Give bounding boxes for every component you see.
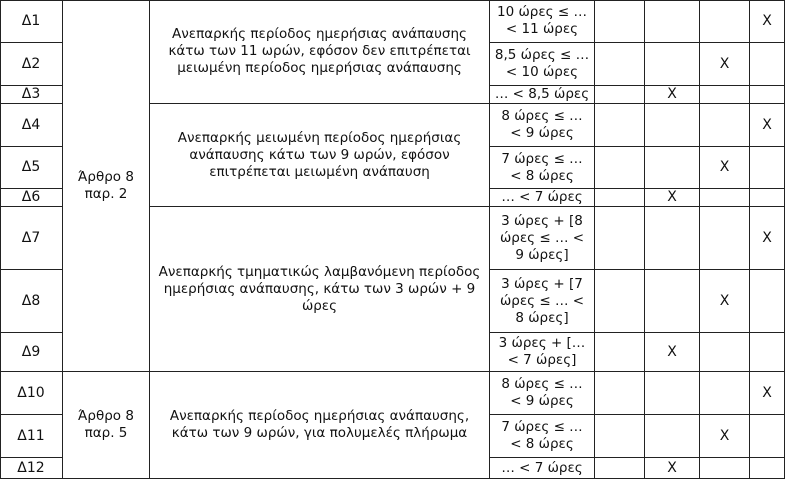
empty-cell: [750, 458, 785, 479]
empty-cell: [645, 104, 700, 147]
empty-cell: [645, 147, 700, 189]
row-id: Δ11: [0, 415, 63, 458]
empty-cell: [700, 207, 750, 270]
row-id: Δ5: [0, 147, 63, 189]
mark-x: X: [645, 458, 700, 479]
row-id: Δ1: [0, 0, 63, 43]
empty-cell: [750, 333, 785, 372]
row-id: Δ3: [0, 86, 63, 104]
mark-x: X: [750, 104, 785, 147]
empty-cell: [700, 372, 750, 415]
empty-cell: [750, 189, 785, 207]
empty-cell: [595, 415, 645, 458]
mark-x: X: [645, 86, 700, 104]
mark-x: X: [645, 333, 700, 372]
mark-x: X: [700, 43, 750, 86]
infringement-description: Ανεπαρκής περίοδος ημερήσιας ανάπαυσης, κάτω των 9 ωρών, για πολυμελές πλήρωμα: [150, 372, 490, 479]
infringement-description: Ανεπαρκής μειωμένη περίοδος ημερήσιας ανάπαυσης κάτω των 9 ωρών, εφόσον επιτρέπεται μειωμένη ανάπαυση: [150, 104, 490, 207]
row-id: Δ2: [0, 43, 63, 86]
empty-cell: [595, 372, 645, 415]
condition-cell: … < 8,5 ώρες: [490, 86, 595, 104]
empty-cell: [595, 333, 645, 372]
empty-cell: [595, 147, 645, 189]
mark-x: X: [645, 189, 700, 207]
condition-cell: … < 7 ώρες: [490, 189, 595, 207]
infringement-description: Ανεπαρκής περίοδος ημερήσιας ανάπαυσης κάτω των 11 ωρών, εφόσον δεν επιτρέπεται μειωμένη περίοδος ημερήσιας ανάπαυσης: [150, 0, 490, 104]
empty-cell: [595, 0, 645, 43]
empty-cell: [645, 415, 700, 458]
row-id: Δ7: [0, 207, 63, 270]
empty-cell: [645, 372, 700, 415]
condition-cell: 3 ώρες + [… < 7 ώρες]: [490, 333, 595, 372]
empty-cell: [595, 189, 645, 207]
condition-cell: … < 7 ώρες: [490, 458, 595, 479]
mark-x: X: [750, 207, 785, 270]
mark-x: X: [700, 270, 750, 333]
condition-cell: 7 ώρες ≤ … < 8 ώρες: [490, 147, 595, 189]
empty-cell: [700, 458, 750, 479]
empty-cell: [750, 43, 785, 86]
empty-cell: [750, 415, 785, 458]
empty-cell: [645, 270, 700, 333]
empty-cell: [595, 86, 645, 104]
empty-cell: [750, 270, 785, 333]
condition-cell: 8 ώρες ≤ … < 9 ώρες: [490, 104, 595, 147]
empty-cell: [700, 0, 750, 43]
row-id: Δ9: [0, 333, 63, 372]
mark-x: X: [700, 415, 750, 458]
row-id: Δ10: [0, 372, 63, 415]
empty-cell: [750, 147, 785, 189]
row-id: Δ6: [0, 189, 63, 207]
mark-x: X: [750, 0, 785, 43]
article-ref: Άρθρο 8 παρ. 2: [63, 0, 150, 372]
article-ref: Άρθρο 8 παρ. 5: [63, 372, 150, 479]
empty-cell: [645, 207, 700, 270]
empty-cell: [595, 43, 645, 86]
infringement-description: Ανεπαρκής τμηματικώς λαμβανόμενη περίοδος ημερήσιας ανάπαυσης, κάτω των 3 ωρών + 9 ώρες: [150, 207, 490, 372]
condition-cell: 7 ώρες ≤ … < 8 ώρες: [490, 415, 595, 458]
condition-cell: 8 ώρες ≤ … < 9 ώρες: [490, 372, 595, 415]
condition-cell: 8,5 ώρες ≤ … < 10 ώρες: [490, 43, 595, 86]
row-id: Δ4: [0, 104, 63, 147]
empty-cell: [595, 207, 645, 270]
mark-x: X: [750, 372, 785, 415]
row-id: Δ12: [0, 458, 63, 479]
empty-cell: [595, 270, 645, 333]
empty-cell: [645, 43, 700, 86]
condition-cell: 10 ώρες ≤ … < 11 ώρες: [490, 0, 595, 43]
empty-cell: [700, 333, 750, 372]
mark-x: X: [700, 147, 750, 189]
empty-cell: [595, 458, 645, 479]
empty-cell: [595, 104, 645, 147]
condition-cell: 3 ώρες + [8 ώρες ≤ … < 9 ώρες]: [490, 207, 595, 270]
empty-cell: [645, 0, 700, 43]
empty-cell: [700, 189, 750, 207]
empty-cell: [700, 104, 750, 147]
empty-cell: [700, 86, 750, 104]
row-id: Δ8: [0, 270, 63, 333]
condition-cell: 3 ώρες + [7 ώρες ≤ … < 8 ώρες]: [490, 270, 595, 333]
empty-cell: [750, 86, 785, 104]
